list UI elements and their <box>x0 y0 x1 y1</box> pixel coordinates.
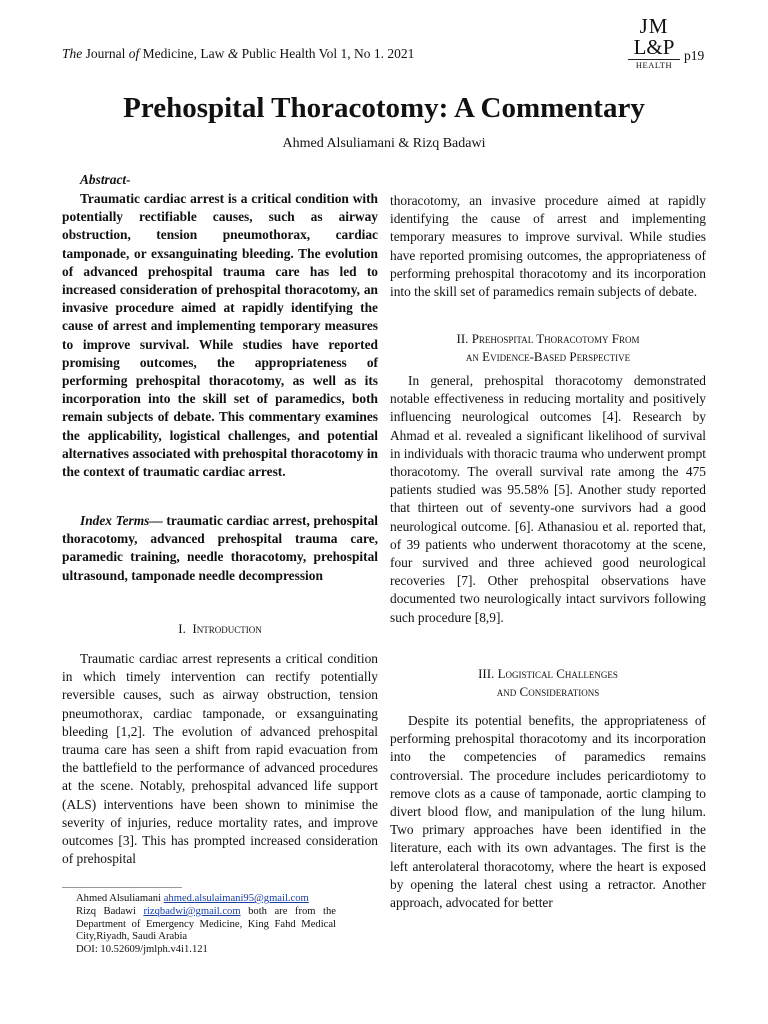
footnote-divider <box>62 887 182 888</box>
author-1-email-link[interactable]: ahmed.alsulaimani95@gmail.com <box>163 893 309 904</box>
journal-logo <box>628 16 680 70</box>
section-3-title-1: Logistical Challenges <box>497 666 618 681</box>
section-2-title-2: an Evidence-Based Perspective <box>465 349 631 364</box>
index-terms-text: traumatic cardiac arrest, prehospital thoracotomy, advanced prehospital trauma care, paramedic training, needle thoracotomy, prehospital ultrasound, tamponade needle decompression <box>62 513 378 583</box>
journal-amp: & <box>227 46 239 61</box>
journal-name-a: Journal <box>85 46 126 61</box>
journal-of: of <box>128 46 140 61</box>
journal-name-b: Medicine, Law <box>142 46 225 61</box>
section-3-heading <box>390 665 706 701</box>
footnote-author-2 <box>76 906 336 944</box>
author-2-email-link[interactable]: rizqbadwi@gmail.com <box>143 905 241 917</box>
section-3-text: Despite its potential benefits, the appropriateness of performing prehospital thoracotomy and its incorporation into the competencies of paramedics remains controversial. The procedure includes pericardiotomy to remove clots as a cause of tamponade, aortic clamping to divert blood flow, and manipulation of the lung hilum. Two primary approaches have been identified in the literature, each with its own advantages. The first is the left anterolateral thoracotomy, where the heart is exposed by opening the lateral chest using a retractor. Another approach, advocated for better <box>390 713 706 911</box>
abstract-text: Traumatic cardiac arrest is a critical condition with potentially rectifiable causes, such as airway obstruction, tension pneumothorax, cardiac tamponade, or exsanguinating bleeding. The evolution of advanced prehospital trauma care has led to increased consideration of prehospital thoracotomy, an invasive procedure aimed at rapidly identifying the cause of arrest and implementing temporary measures to improve survival. While studies have reported promising outcomes, the appropriateness of performing prehospital thoracotomy, as well as its incorporation into the skill set of paramedics, both remain subjects of debate. This commentary examines the applicability, logistical challenges, and potential alternatives associated with prehospital thoracotomy in the context of traumatic cardiac arrest. <box>62 191 378 480</box>
section-2-number: II. <box>456 331 469 346</box>
section-2-title-1: Prehospital Thoracotomy From <box>471 331 640 346</box>
section-1-text: Traumatic cardiac arrest represents a critical condition in which timely intervention can rectify potentially reversible causes, such as airway obstruction, tension pneumothorax, cardiac tamponade, or exsanguinating bleeding [1,2]. The evolution of advanced prehospital trauma care has seen a shift from rapid evacuation from the battlefield to the performance of advanced procedures at the scene. Notably, prehospital advanced life support (ALS) interventions have been shown to minimise the severity of injuries, reduce mortality rates, and improve outcomes [3]. This has prompted increased consideration of prehospital <box>62 651 378 867</box>
section-2-heading <box>390 330 706 366</box>
abstract-label: Abstract- <box>80 172 131 187</box>
footnote-affiliation: both are from the Department of Emergency Medicine, King Fahd Medical City,Riyadh, Saudi Arabia <box>76 905 336 943</box>
paper-authors: Ahmed Alsuliamani & Rizq Badawi <box>282 136 486 151</box>
logo-line-2: L&P <box>633 35 675 59</box>
footnote-author-1 <box>76 893 336 906</box>
logo-line-3: HEALTH <box>628 59 680 70</box>
journal-header <box>62 46 414 62</box>
index-terms <box>62 512 378 585</box>
footnote-a1-name: Ahmed Alsuliamani <box>76 893 162 904</box>
logo-line-1: JM <box>639 14 669 38</box>
index-terms-label: Index Terms— <box>80 513 163 528</box>
journal-the: The <box>62 46 83 61</box>
section-1-number: I. <box>178 621 186 636</box>
footnote <box>76 893 336 957</box>
page-number: p19 <box>684 48 705 63</box>
section-3-number: III. <box>478 666 495 681</box>
section-1-title: Introduction <box>192 621 262 636</box>
section-1-continued: thoracotomy, an invasive procedure aimed at rapidly identifying the cause of arrest and implementing temporary measures to improve survival. While studies have reported promising outcomes, the appropriateness of performing prehospital thoracotomy and its incorporation into the skill set of paramedics remain subjects of debate. <box>390 193 706 300</box>
section-1-heading <box>62 620 378 638</box>
section-2-text: In general, prehospital thoracotomy demonstrated notable effectiveness in reducing mortality and positively influencing neurological outcomes [4]. Research by Ahmad et al. revealed a significant likelihood of survival in individuals with thoracic trauma who underwent prompt thoracotomy. The overall survival rate among the 475 patients studied was 95.58% [5]. Another study reported that thirteen out of seventy-one survivors had a good neurological outcome. [6]. Athanasiou et al. reported that, of 39 patients who underwent thoracotomy at the scene, four survived and three achieved good neurological recoveries [7]. Other prehospital observations have documented two neurologically intact survivors following such procedure [8,9]. <box>390 373 706 625</box>
footnote-doi: DOI: 10.52609/jmlph.v4i1.121 <box>76 944 208 956</box>
paper-title: Prehospital Thoracotomy: A Commentary <box>123 92 645 124</box>
journal-name-c: Public Health Vol 1, No 1. 2021 <box>241 46 415 61</box>
footnote-a2-name: Rizq Badawi <box>76 905 136 917</box>
section-3-heading-line-1 <box>390 665 706 683</box>
section-2-heading-line-1 <box>390 330 706 348</box>
section-3-title-2: and Considerations <box>496 684 600 699</box>
